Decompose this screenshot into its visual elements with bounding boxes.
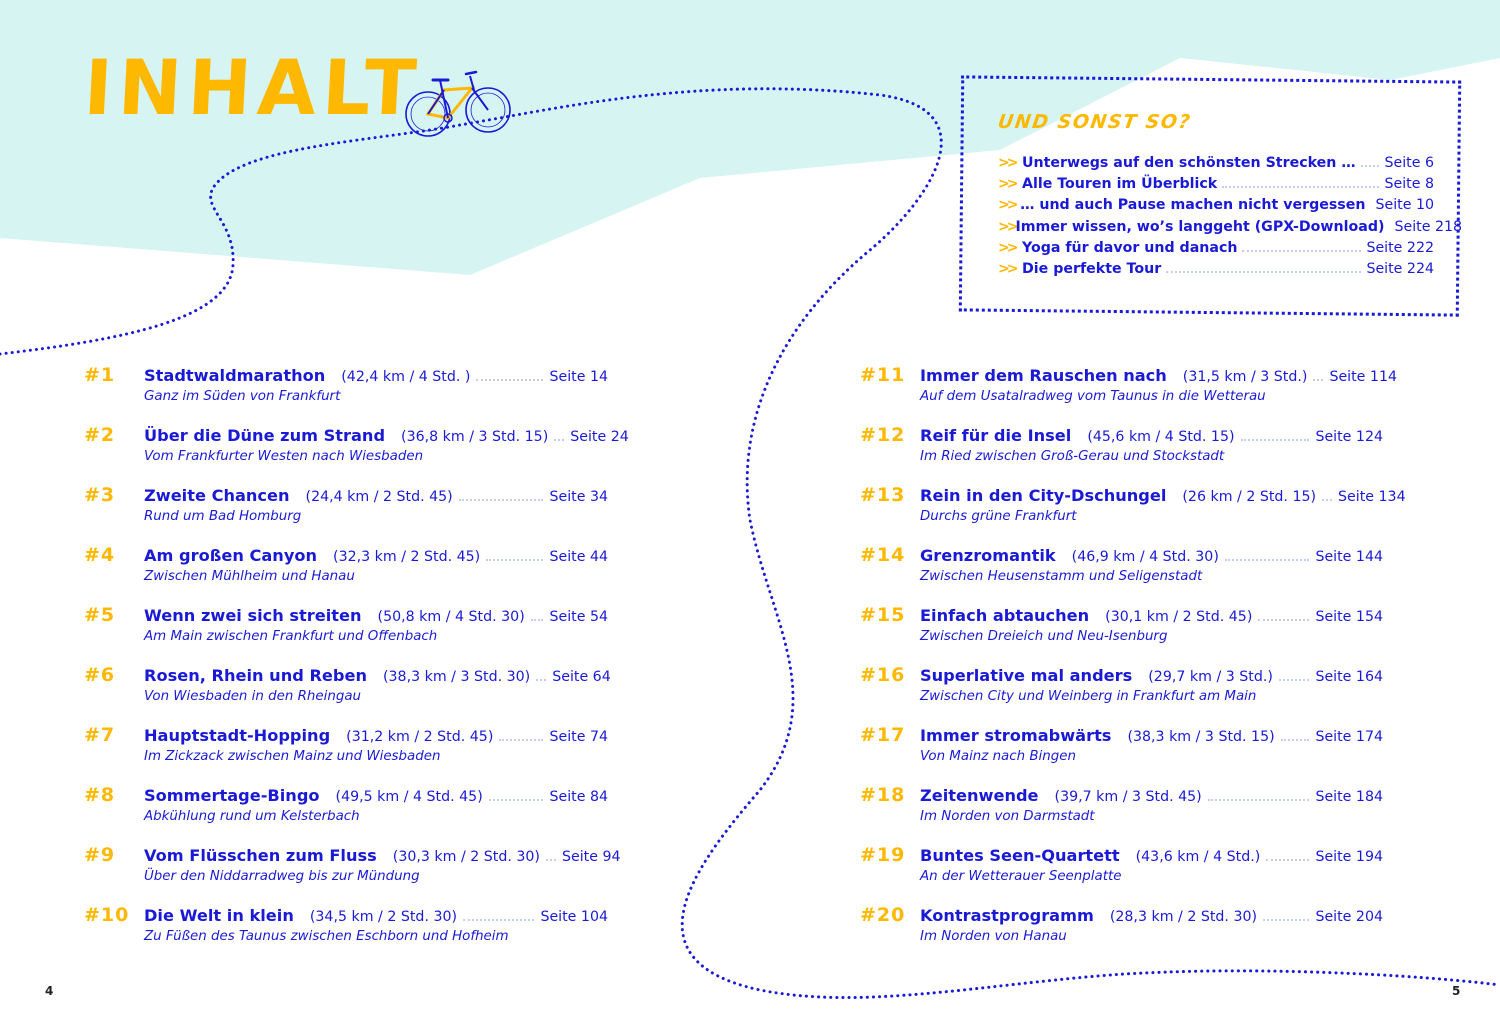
dot-leader (1208, 799, 1310, 801)
toc-entry-line (144, 426, 629, 445)
tour-title: Immer dem Rauschen nach (920, 366, 1167, 385)
tour-subtitle: Zwischen Mühlheim und Hanau (144, 569, 355, 584)
tour-title: Stadtwaldmarathon (144, 366, 326, 385)
tour-number: #19 (860, 844, 906, 866)
page-number-left: 4 (45, 984, 54, 998)
toc-entry-line (144, 846, 621, 865)
tour-subtitle: Zu Füßen des Taunus zwischen Eschborn und Hofheim (144, 929, 509, 944)
tour-title: Grenzromantik (920, 546, 1056, 565)
toc-entry-line (144, 486, 608, 505)
tour-subtitle: An der Wetterauer Seenplatte (920, 869, 1122, 884)
dot-leader (1222, 186, 1379, 188)
tour-distance-duration: (30,1 km / 2 Std. 45) (1105, 609, 1253, 625)
dot-leader (1166, 271, 1361, 273)
toc-entry-line (144, 546, 608, 565)
tour-distance-duration: (30,3 km / 2 Std. 30) (392, 849, 540, 865)
extras-item-page: Seite 222 (1366, 239, 1434, 256)
tour-title: Immer stromabwärts (920, 726, 1112, 745)
tour-distance-duration: (38,3 km / 3 Std. 15) (1127, 729, 1275, 745)
extras-item[interactable] (998, 176, 1434, 197)
double-chevron-icon: >> (998, 260, 1016, 277)
tour-page: Seite 194 (1315, 849, 1383, 865)
dot-leader (536, 679, 546, 681)
tour-page: Seite 184 (1315, 789, 1383, 805)
extras-item-label: Unterwegs auf den schönsten Strecken … (1022, 155, 1356, 171)
tour-title: Wenn zwei sich streiten (144, 606, 362, 625)
tour-title: Superlative mal anders (920, 666, 1133, 685)
double-chevron-icon: >> (998, 176, 1016, 193)
tour-page: Seite 154 (1315, 609, 1383, 625)
extras-item-page: Seite 224 (1366, 260, 1434, 277)
dot-leader (1263, 919, 1309, 921)
tour-page: Seite 64 (552, 669, 611, 685)
toc-entry-line (920, 666, 1383, 685)
tour-number: #8 (84, 784, 116, 806)
tour-distance-duration: (24,4 km / 2 Std. 45) (305, 489, 453, 505)
tour-distance-duration: (42,4 km / 4 Std. ) (341, 369, 471, 385)
tour-title: Sommertage-Bingo (144, 786, 320, 805)
extras-item[interactable] (998, 261, 1434, 282)
extras-item[interactable] (998, 240, 1434, 261)
tour-number: #15 (860, 604, 906, 626)
tour-subtitle: Am Main zwischen Frankfurt und Offenbach (144, 629, 438, 644)
tour-title: Vom Flüsschen zum Fluss (144, 846, 377, 865)
toc-entry-line (920, 726, 1383, 745)
tour-title: Rein in den City-Dschungel (920, 486, 1167, 505)
tour-distance-duration: (31,5 km / 3 Std.) (1182, 369, 1308, 385)
tour-page: Seite 174 (1315, 729, 1383, 745)
tour-number: #9 (84, 844, 116, 866)
tour-number: #5 (84, 604, 116, 626)
tour-number: #11 (860, 364, 906, 386)
tour-title: Buntes Seen-Quartett (920, 846, 1120, 865)
tour-number: #16 (860, 664, 906, 686)
tour-subtitle: Ganz im Süden von Frankfurt (144, 389, 341, 404)
tour-subtitle: Im Ried zwischen Groß-Gerau und Stockstadt (920, 449, 1225, 464)
toc-entry-line (920, 786, 1383, 805)
dot-leader (459, 499, 544, 501)
dot-leader (1361, 165, 1380, 167)
tour-page: Seite 44 (549, 549, 608, 565)
tour-subtitle: Auf dem Usatalradweg vom Taunus in die Wetterau (920, 389, 1266, 404)
toc-entry-line (144, 606, 608, 625)
page-number-right: 5 (1452, 984, 1461, 998)
double-chevron-icon: >> (998, 218, 1016, 235)
tour-subtitle: Im Norden von Hanau (920, 929, 1067, 944)
tour-page: Seite 134 (1338, 489, 1406, 505)
extras-item-page: Seite 10 (1375, 197, 1434, 214)
dot-leader (486, 559, 543, 561)
tour-page: Seite 104 (540, 909, 608, 925)
double-chevron-icon: >> (998, 239, 1016, 256)
extras-item-label: Yoga für davor und danach (1022, 239, 1238, 256)
tour-distance-duration: (32,3 km / 2 Std. 45) (333, 549, 481, 565)
extras-item-page: Seite 218 (1394, 218, 1463, 235)
dot-leader (1281, 739, 1310, 741)
tour-subtitle: Zwischen City und Weinberg in Frankfurt am Main (920, 689, 1257, 704)
toc-entry-line (144, 366, 608, 385)
extras-item[interactable] (998, 197, 1434, 218)
dot-leader (1225, 559, 1310, 561)
tour-page: Seite 204 (1315, 909, 1383, 925)
extras-item-page: Seite 6 (1384, 155, 1434, 171)
dot-leader (546, 859, 556, 861)
tour-subtitle: Im Zickzack zwischen Mainz und Wiesbaden (144, 749, 441, 764)
toc-entry-line (144, 726, 608, 745)
toc-entry-line (920, 846, 1383, 865)
tour-distance-duration: (36,8 km / 3 Std. 15) (401, 429, 549, 445)
tour-title: Am großen Canyon (144, 546, 318, 565)
dot-leader (1322, 499, 1332, 501)
tour-number: #13 (860, 484, 906, 506)
tour-title: Zweite Chancen (144, 486, 290, 505)
tour-distance-duration: (28,3 km / 2 Std. 30) (1109, 909, 1258, 925)
toc-entry-line (144, 666, 611, 685)
dot-leader (1241, 439, 1310, 441)
tour-page: Seite 54 (549, 609, 608, 625)
extras-item-label: Alle Touren im Überblick (1022, 176, 1218, 193)
tour-subtitle: Von Mainz nach Bingen (920, 749, 1076, 764)
tour-page: Seite 74 (549, 729, 608, 745)
toc-entry-line (144, 786, 608, 805)
extras-item-page: Seite 8 (1384, 176, 1434, 193)
tour-distance-duration: (43,6 km / 4 Std.) (1135, 849, 1261, 865)
tour-distance-duration: (31,2 km / 2 Std. 45) (346, 729, 494, 745)
extras-item[interactable] (998, 155, 1434, 176)
tour-subtitle: Von Wiesbaden in den Rheingau (144, 689, 362, 704)
tour-title: Kontrastprogramm (920, 906, 1094, 925)
tour-distance-duration: (39,7 km / 3 Std. 45) (1054, 789, 1202, 805)
tour-number: #17 (860, 724, 906, 746)
tour-subtitle: Vom Frankfurter Westen nach Wiesbaden (144, 449, 424, 464)
dot-leader (1313, 379, 1323, 381)
tour-number: #1 (84, 364, 116, 386)
tour-title: Reif für die Insel (920, 426, 1072, 445)
tour-page: Seite 34 (549, 489, 608, 505)
double-chevron-icon: >> (998, 197, 1016, 214)
tour-page: Seite 124 (1315, 429, 1383, 445)
tour-distance-duration: (26 km / 2 Std. 15) (1182, 489, 1317, 505)
tour-number: #6 (84, 664, 116, 686)
dot-leader (1266, 859, 1309, 861)
tour-distance-duration: (34,5 km / 2 Std. 30) (309, 909, 458, 925)
tour-distance-duration: (45,6 km / 4 Std. 15) (1087, 429, 1235, 445)
tour-subtitle: Rund um Bad Homburg (144, 509, 302, 524)
tour-subtitle: Zwischen Heusenstamm und Seligenstadt (920, 569, 1203, 584)
extras-item[interactable] (998, 218, 1463, 240)
toc-entry-line (920, 366, 1397, 385)
page-title: INHALT (81, 43, 425, 132)
dot-leader (499, 739, 543, 741)
tour-title: Die Welt in klein (144, 906, 294, 925)
tour-distance-duration: (46,9 km / 4 Std. 30) (1071, 549, 1219, 565)
tour-page: Seite 14 (549, 369, 608, 385)
dot-leader (554, 439, 564, 441)
toc-entry-line (144, 906, 608, 925)
tour-number: #3 (84, 484, 116, 506)
tour-number: #20 (860, 904, 906, 926)
toc-entry-line (920, 426, 1383, 445)
tour-number: #18 (860, 784, 906, 806)
tour-page: Seite 24 (570, 429, 629, 445)
tour-page: Seite 144 (1315, 549, 1383, 565)
tour-title: Zeitenwende (920, 786, 1039, 805)
tour-subtitle: Abkühlung rund um Kelsterbach (144, 809, 360, 824)
extras-item-label: Immer wissen, wo’s langgeht (GPX-Download) (1015, 218, 1385, 235)
dot-leader (489, 799, 544, 801)
toc-entry-line (920, 906, 1383, 925)
tour-number: #4 (84, 544, 116, 566)
toc-entry-line (920, 546, 1383, 565)
tour-distance-duration: (38,3 km / 3 Std. 30) (383, 669, 531, 685)
tour-subtitle: Über den Niddarradweg bis zur Mündung (144, 869, 420, 884)
tour-page: Seite 164 (1315, 669, 1383, 685)
extras-heading: UND SONST SO? (996, 111, 1193, 133)
tour-page: Seite 114 (1329, 369, 1397, 385)
dot-leader (463, 919, 534, 921)
dot-leader (531, 619, 544, 621)
tour-title: Hauptstadt-Hopping (144, 726, 331, 745)
dot-leader (1242, 250, 1361, 252)
tour-number: #7 (84, 724, 116, 746)
double-chevron-icon: >> (998, 155, 1016, 171)
tour-title: Über die Düne zum Strand (144, 426, 386, 445)
toc-entry-line (920, 606, 1383, 625)
extras-item-label: Die perfekte Tour (1022, 260, 1162, 277)
tour-number: #14 (860, 544, 906, 566)
tour-page: Seite 94 (561, 849, 621, 865)
tour-subtitle: Im Norden von Darmstadt (920, 809, 1095, 824)
bicycle-icon (400, 62, 515, 144)
tour-distance-duration: (50,8 km / 4 Std. 30) (377, 609, 525, 625)
tour-subtitle: Zwischen Dreieich und Neu-Isenburg (920, 629, 1168, 644)
dot-leader (476, 379, 543, 381)
tour-title: Einfach abtauchen (920, 606, 1090, 625)
tour-distance-duration: (29,7 km / 3 Std.) (1148, 669, 1273, 685)
tour-number: #10 (84, 904, 130, 926)
toc-entry-line (920, 486, 1406, 505)
tour-title: Rosen, Rhein und Reben (144, 666, 367, 685)
tour-page: Seite 84 (549, 789, 608, 805)
tour-distance-duration: (49,5 km / 4 Std. 45) (335, 789, 483, 805)
extras-item-label: … und auch Pause machen nicht vergessen (1020, 197, 1366, 214)
tour-number: #12 (860, 424, 906, 446)
tour-number: #2 (84, 424, 116, 446)
dot-leader (1279, 679, 1310, 681)
dot-leader (1258, 619, 1309, 621)
tour-subtitle: Durchs grüne Frankfurt (920, 509, 1077, 524)
extras-list (998, 155, 1463, 282)
